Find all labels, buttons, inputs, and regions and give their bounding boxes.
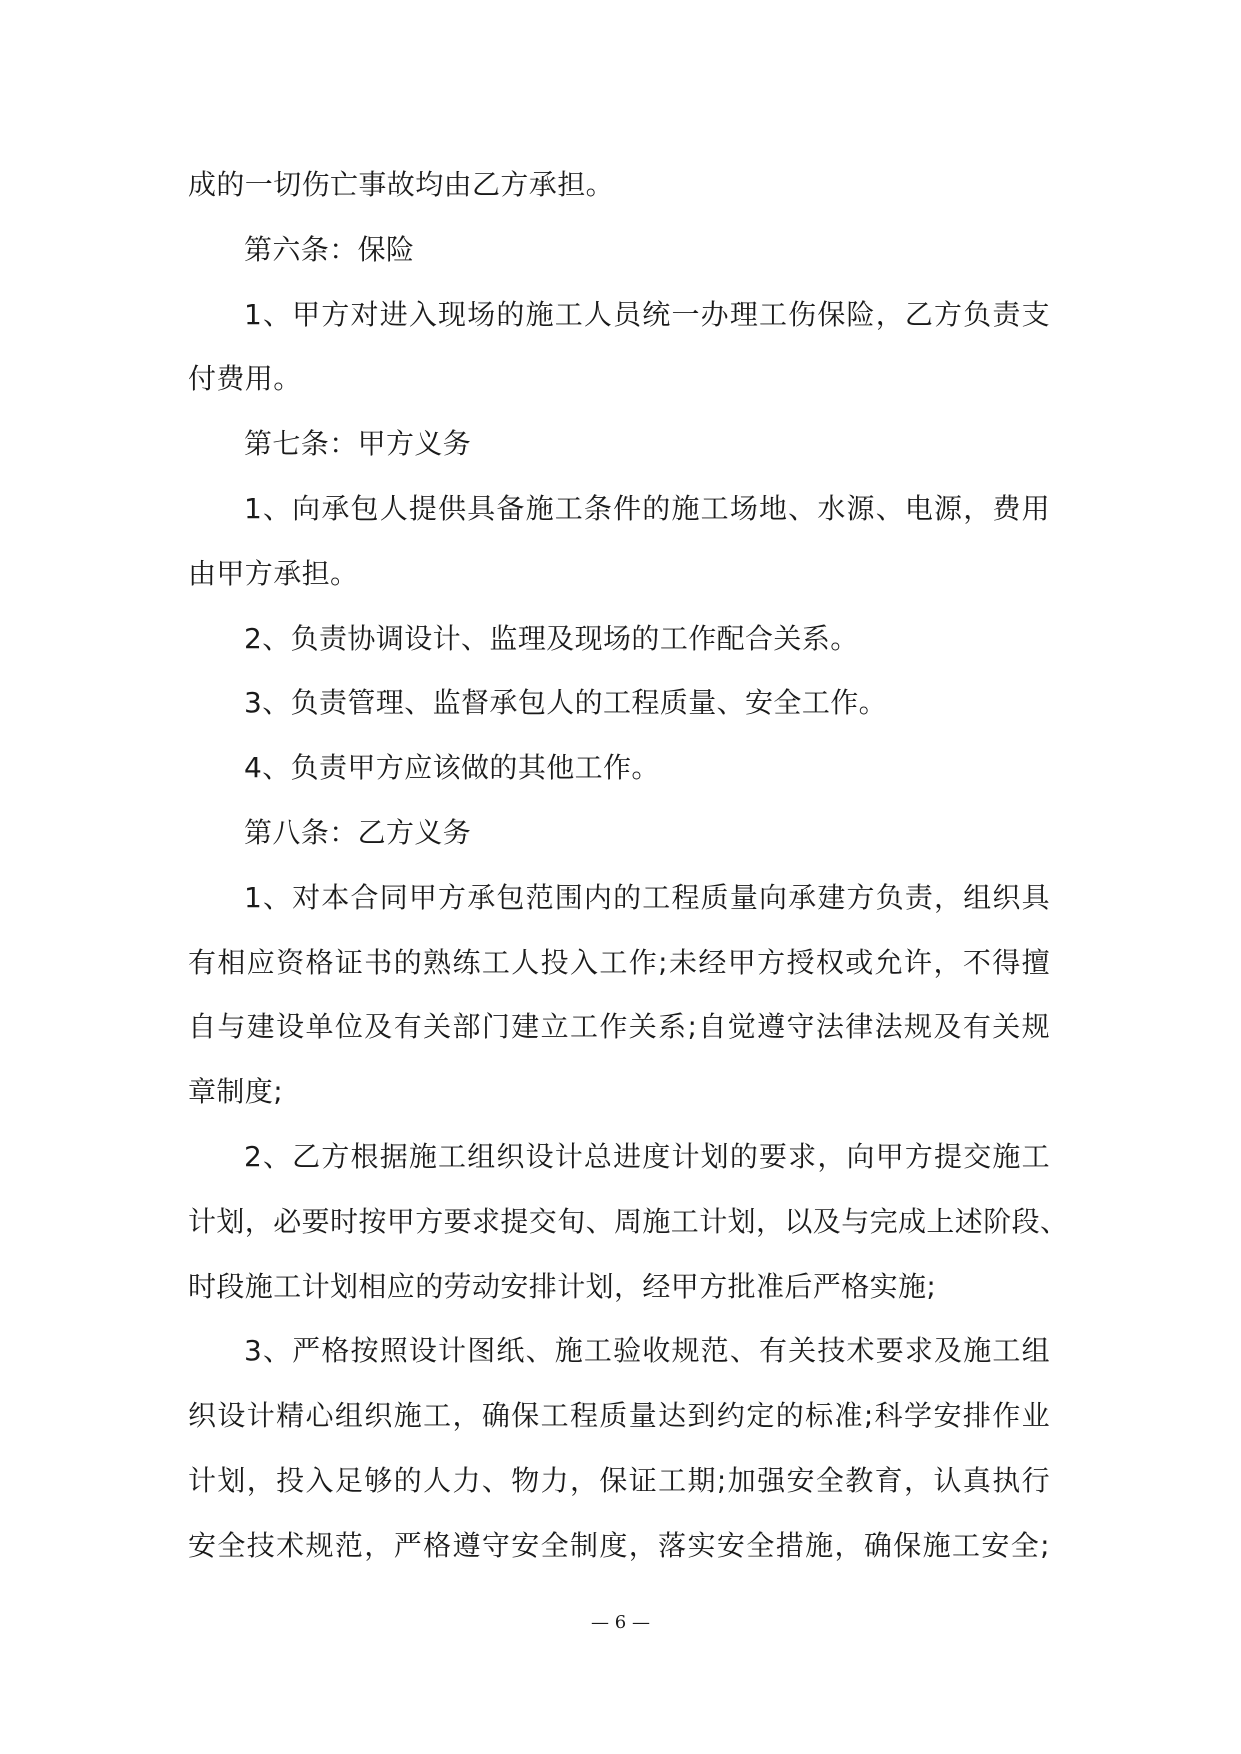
article-7-clause-4: 4、负责甲方应该做的其他工作。 bbox=[244, 751, 660, 785]
document-body bbox=[188, 153, 1069, 1579]
article-7-clause-2: 2、负责协调设计、监理及现场的工作配合关系。 bbox=[244, 621, 859, 655]
text-line-continuation: 成的一切伤亡事故均由乙方承担。 bbox=[188, 168, 615, 201]
article-7-clause-3: 3、负责管理、监督承包人的工程质量、安全工作。 bbox=[244, 686, 888, 720]
article-8-clause-3-cont: 织设计精心组织施工，确保工程质量达到约定的标准;科学安排作业 bbox=[188, 1399, 1050, 1433]
article-8-clause-3-cont: 计划，投入足够的人力、物力，保证工期;加强安全教育，认真执行 bbox=[188, 1463, 1050, 1497]
article-8-clause-2-cont: 计划，必要时按甲方要求提交旬、周施工计划，以及与完成上述阶段、 bbox=[188, 1204, 1069, 1238]
article-8-clause-2-cont: 时段施工计划相应的劳动安排计划，经甲方批准后严格实施; bbox=[188, 1269, 937, 1303]
article-6-clause-1-cont: 付费用。 bbox=[188, 362, 302, 396]
article-6-clause-1: 1、甲方对进入现场的施工人员统一办理工伤保险，乙方负责支 bbox=[244, 297, 1050, 331]
article-8-clause-2: 2、乙方根据施工组织设计总进度计划的要求，向甲方提交施工 bbox=[244, 1139, 1050, 1173]
article-7-clause-1-cont: 由甲方承担。 bbox=[188, 556, 359, 590]
article-6-heading: 第六条：保险 bbox=[244, 232, 415, 266]
article-8-clause-1-cont: 自与建设单位及有关部门建立工作关系;自觉遵守法律法规及有关规 bbox=[188, 1010, 1050, 1044]
article-8-heading: 第八条：乙方义务 bbox=[244, 815, 472, 849]
article-8-clause-3: 3、严格按照设计图纸、施工验收规范、有关技术要求及施工组 bbox=[244, 1334, 1050, 1368]
article-8-clause-1-cont: 有相应资格证书的熟练工人投入工作;未经甲方授权或允许，不得擅 bbox=[188, 945, 1050, 979]
article-8-clause-3-cont: 安全技术规范，严格遵守安全制度，落实安全措施，确保施工安全; bbox=[188, 1528, 1050, 1562]
article-7-heading: 第七条：甲方义务 bbox=[244, 427, 472, 461]
article-8-clause-1-cont: 章制度; bbox=[188, 1075, 284, 1109]
article-8-clause-1: 1、对本合同甲方承包范围内的工程质量向承建方负责，组织具 bbox=[244, 880, 1050, 914]
article-7-clause-1: 1、向承包人提供具备施工条件的施工场地、水源、电源，费用 bbox=[244, 491, 1050, 525]
page-number: — 6 — bbox=[591, 1612, 650, 1633]
